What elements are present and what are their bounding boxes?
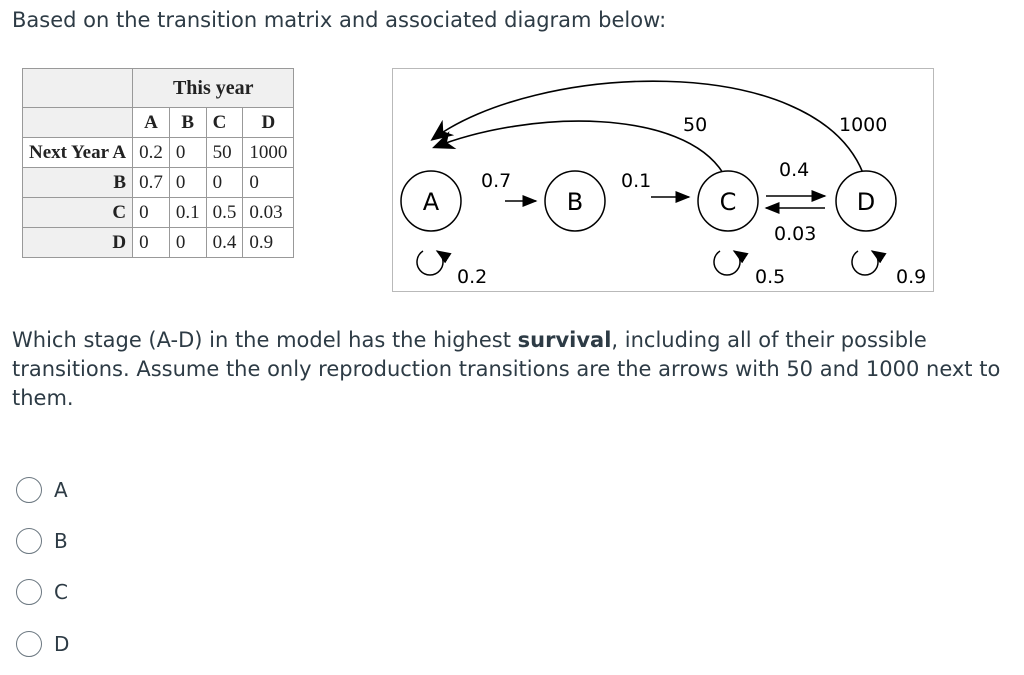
node-a-label: A	[422, 188, 440, 216]
choice-label: D	[54, 632, 70, 656]
choice-b[interactable]	[16, 528, 68, 554]
radio-button[interactable]	[16, 477, 42, 503]
label-a-to-b: 0.7	[481, 170, 512, 192]
row-label-d: D	[23, 228, 133, 258]
table-row	[23, 138, 294, 168]
col-header-c: C	[206, 108, 243, 138]
question-prompt: Based on the transition matrix and associated diagram below:	[12, 8, 667, 32]
choice-c[interactable]	[16, 579, 68, 605]
row-header-a	[23, 138, 133, 168]
node-b-label: B	[566, 188, 584, 216]
radio-button[interactable]	[16, 579, 42, 605]
matrix-cell: 0.9	[243, 228, 294, 258]
self-loop-d	[852, 251, 878, 275]
matrix-cell: 0.03	[243, 198, 294, 228]
choice-label: C	[54, 580, 68, 604]
node-d-label: D	[856, 188, 876, 216]
row-label-c: C	[23, 198, 133, 228]
matrix-cell: 0	[243, 168, 294, 198]
self-loop-a	[417, 251, 443, 275]
radio-button[interactable]	[16, 631, 42, 657]
node-c-label: C	[719, 188, 737, 216]
col-header-d: D	[243, 108, 294, 138]
matrix-cell: 0.7	[133, 168, 170, 198]
transition-matrix-table	[22, 68, 294, 258]
matrix-cell: 0	[169, 228, 206, 258]
question-text	[12, 326, 1002, 413]
matrix-cell: 0.5	[206, 198, 243, 228]
table-row	[23, 69, 294, 108]
matrix-cell: 0	[206, 168, 243, 198]
label-b-to-c: 0.1	[621, 170, 652, 192]
table-corner-cell	[23, 108, 133, 138]
matrix-cell: 0	[133, 228, 170, 258]
matrix-cell: 0	[169, 138, 206, 168]
arrow-c-to-a	[435, 121, 723, 173]
life-cycle-svg	[393, 69, 933, 291]
choice-a[interactable]	[16, 477, 68, 503]
col-header-b: B	[169, 108, 206, 138]
this-year-header: This year	[133, 69, 294, 108]
label-c-to-a: 50	[683, 114, 708, 136]
self-loop-c	[714, 251, 740, 275]
label-d-to-c: 0.03	[774, 223, 817, 245]
life-cycle-diagram	[392, 68, 934, 292]
label-c-to-d: 0.4	[779, 159, 810, 181]
radio-button[interactable]	[16, 528, 42, 554]
table-row	[23, 198, 294, 228]
table-corner-cell	[23, 69, 133, 108]
matrix-cell: 0.4	[206, 228, 243, 258]
label-d-self: 0.9	[896, 266, 927, 288]
question-bold-word: survival	[517, 328, 612, 352]
matrix-cell: 0	[133, 198, 170, 228]
row-label-a: A	[112, 141, 127, 163]
question-text-part: Which stage (A-D) in the model has the highest	[12, 328, 518, 352]
table-row	[23, 168, 294, 198]
table-row	[23, 108, 294, 138]
choice-label: B	[54, 529, 68, 553]
next-year-label: Next Year	[29, 141, 109, 163]
choice-d[interactable]	[16, 631, 69, 657]
label-a-self: 0.2	[457, 266, 488, 288]
matrix-cell: 0	[169, 168, 206, 198]
table-row	[23, 228, 294, 258]
matrix-cell: 50	[206, 138, 243, 168]
matrix-cell: 0.1	[169, 198, 206, 228]
col-header-a: A	[133, 108, 170, 138]
row-label-b: B	[23, 168, 133, 198]
question-text-part: , including all of their possible transitions. Assume the only reproduction transitions are the arrows with 50 and 1000 next to them.	[12, 328, 1001, 410]
matrix-cell: 1000	[243, 138, 294, 168]
matrix-cell: 0.2	[133, 138, 170, 168]
label-c-self: 0.5	[755, 266, 786, 288]
choice-label: A	[54, 478, 68, 502]
label-d-to-a: 1000	[839, 114, 888, 136]
